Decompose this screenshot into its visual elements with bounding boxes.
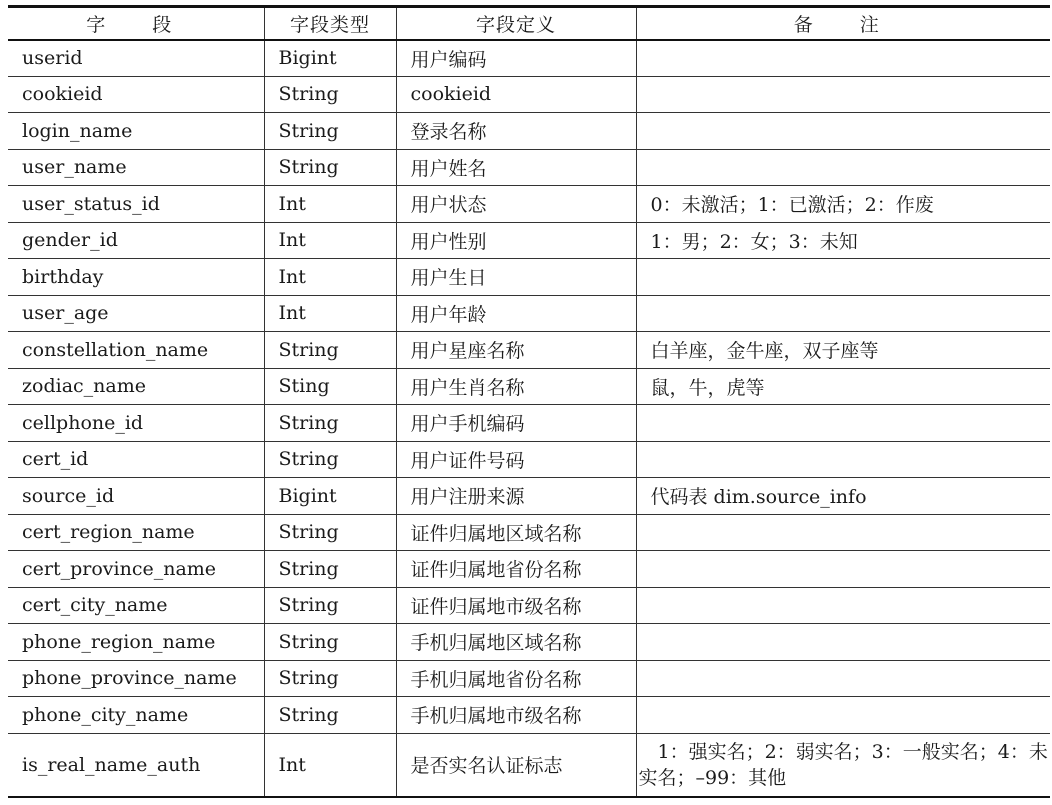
cell-definition: 用户生日 [396,259,636,296]
cell-note [636,149,1050,186]
cell-type: String [264,697,396,734]
table-row [8,259,1050,296]
table-row [8,660,1050,697]
cell-field: cookieid [8,76,264,113]
table-row [8,40,1050,77]
cell-note: 代码表 dim.source_info [636,478,1050,515]
cell-definition: 证件归属地省份名称 [396,551,636,588]
cell-type: String [264,587,396,624]
table-header [8,7,1050,40]
cell-definition: 用户手机编码 [396,405,636,442]
cell-note [636,76,1050,113]
cell-note [636,405,1050,442]
cell-note: 鼠，牛，虎等 [636,368,1050,405]
cell-note [636,660,1050,697]
table-row [8,332,1050,369]
cell-field: cert_province_name [8,551,264,588]
cell-definition: 用户生肖名称 [396,368,636,405]
cell-field: cert_id [8,441,264,478]
cell-field: login_name [8,113,264,150]
table-body [8,40,1050,798]
table-row [8,405,1050,442]
cell-note [636,113,1050,150]
cell-field: constellation_name [8,332,264,369]
cell-note [636,259,1050,296]
cell-type: String [264,149,396,186]
cell-field: phone_city_name [8,697,264,734]
table-row [8,113,1050,150]
table-row [8,149,1050,186]
cell-definition: 用户编码 [396,40,636,77]
cell-definition: cookieid [396,76,636,113]
cell-field: phone_region_name [8,624,264,661]
cell-type: Int [264,259,396,296]
cell-definition: 用户星座名称 [396,332,636,369]
table-row [8,624,1050,661]
cell-type: Int [264,733,396,797]
table-row [8,186,1050,223]
cell-type: String [264,624,396,661]
cell-definition: 用户年龄 [396,295,636,332]
cell-note [636,40,1050,77]
cell-type: String [264,551,396,588]
cell-field: userid [8,40,264,77]
cell-type: String [264,441,396,478]
table-row [8,697,1050,734]
cell-type: String [264,332,396,369]
cell-type: String [264,405,396,442]
table-row [8,76,1050,113]
cell-note [636,295,1050,332]
cell-field: cert_city_name [8,587,264,624]
cell-type: Bigint [264,40,396,77]
cell-note [636,587,1050,624]
cell-type: Int [264,222,396,259]
cell-note: 0：未激活；1：已激活；2：作废 [636,186,1050,223]
cell-type: String [264,76,396,113]
table-row [8,368,1050,405]
cell-note [636,441,1050,478]
cell-note: 白羊座，金牛座，双子座等 [636,332,1050,369]
cell-note [636,624,1050,661]
header-note: 备 注 [636,7,1050,40]
table-row [8,587,1050,624]
cell-type: String [264,113,396,150]
cell-definition: 登录名称 [396,113,636,150]
cell-field: cert_region_name [8,514,264,551]
cell-definition: 用户证件号码 [396,441,636,478]
cell-field: birthday [8,259,264,296]
cell-definition: 用户姓名 [396,149,636,186]
cell-field: gender_id [8,222,264,259]
cell-type: Int [264,295,396,332]
header-row [8,7,1050,40]
table-row [8,733,1050,797]
cell-field: zodiac_name [8,368,264,405]
header-field: 字 段 [8,7,264,40]
cell-definition: 用户状态 [396,186,636,223]
cell-field: phone_province_name [8,660,264,697]
table-row [8,551,1050,588]
table-row [8,222,1050,259]
cell-definition: 用户注册来源 [396,478,636,515]
field-spec-table [8,5,1050,798]
cell-field: is_real_name_auth [8,733,264,797]
cell-definition: 手机归属地市级名称 [396,697,636,734]
table-row [8,441,1050,478]
cell-definition: 证件归属地市级名称 [396,587,636,624]
cell-type: String [264,660,396,697]
cell-field: source_id [8,478,264,515]
cell-note: 1：男；2：女；3：未知 [636,222,1050,259]
cell-definition: 证件归属地区域名称 [396,514,636,551]
header-type: 字段类型 [264,7,396,40]
header-definition: 字段定义 [396,7,636,40]
cell-type: String [264,514,396,551]
cell-field: user_name [8,149,264,186]
cell-field: user_status_id [8,186,264,223]
table-row [8,478,1050,515]
cell-type: Sting [264,368,396,405]
table-row [8,514,1050,551]
cell-note [636,697,1050,734]
cell-definition: 用户性别 [396,222,636,259]
cell-field: user_age [8,295,264,332]
cell-note [636,514,1050,551]
cell-definition: 手机归属地区域名称 [396,624,636,661]
cell-definition: 是否实名认证标志 [396,733,636,797]
cell-definition: 手机归属地省份名称 [396,660,636,697]
table-row [8,295,1050,332]
cell-type: Bigint [264,478,396,515]
cell-note [636,551,1050,588]
cell-note: 1：强实名；2：弱实名；3：一般实名；4：未实名；–99：其他 [636,733,1050,797]
cell-type: Int [264,186,396,223]
cell-field: cellphone_id [8,405,264,442]
